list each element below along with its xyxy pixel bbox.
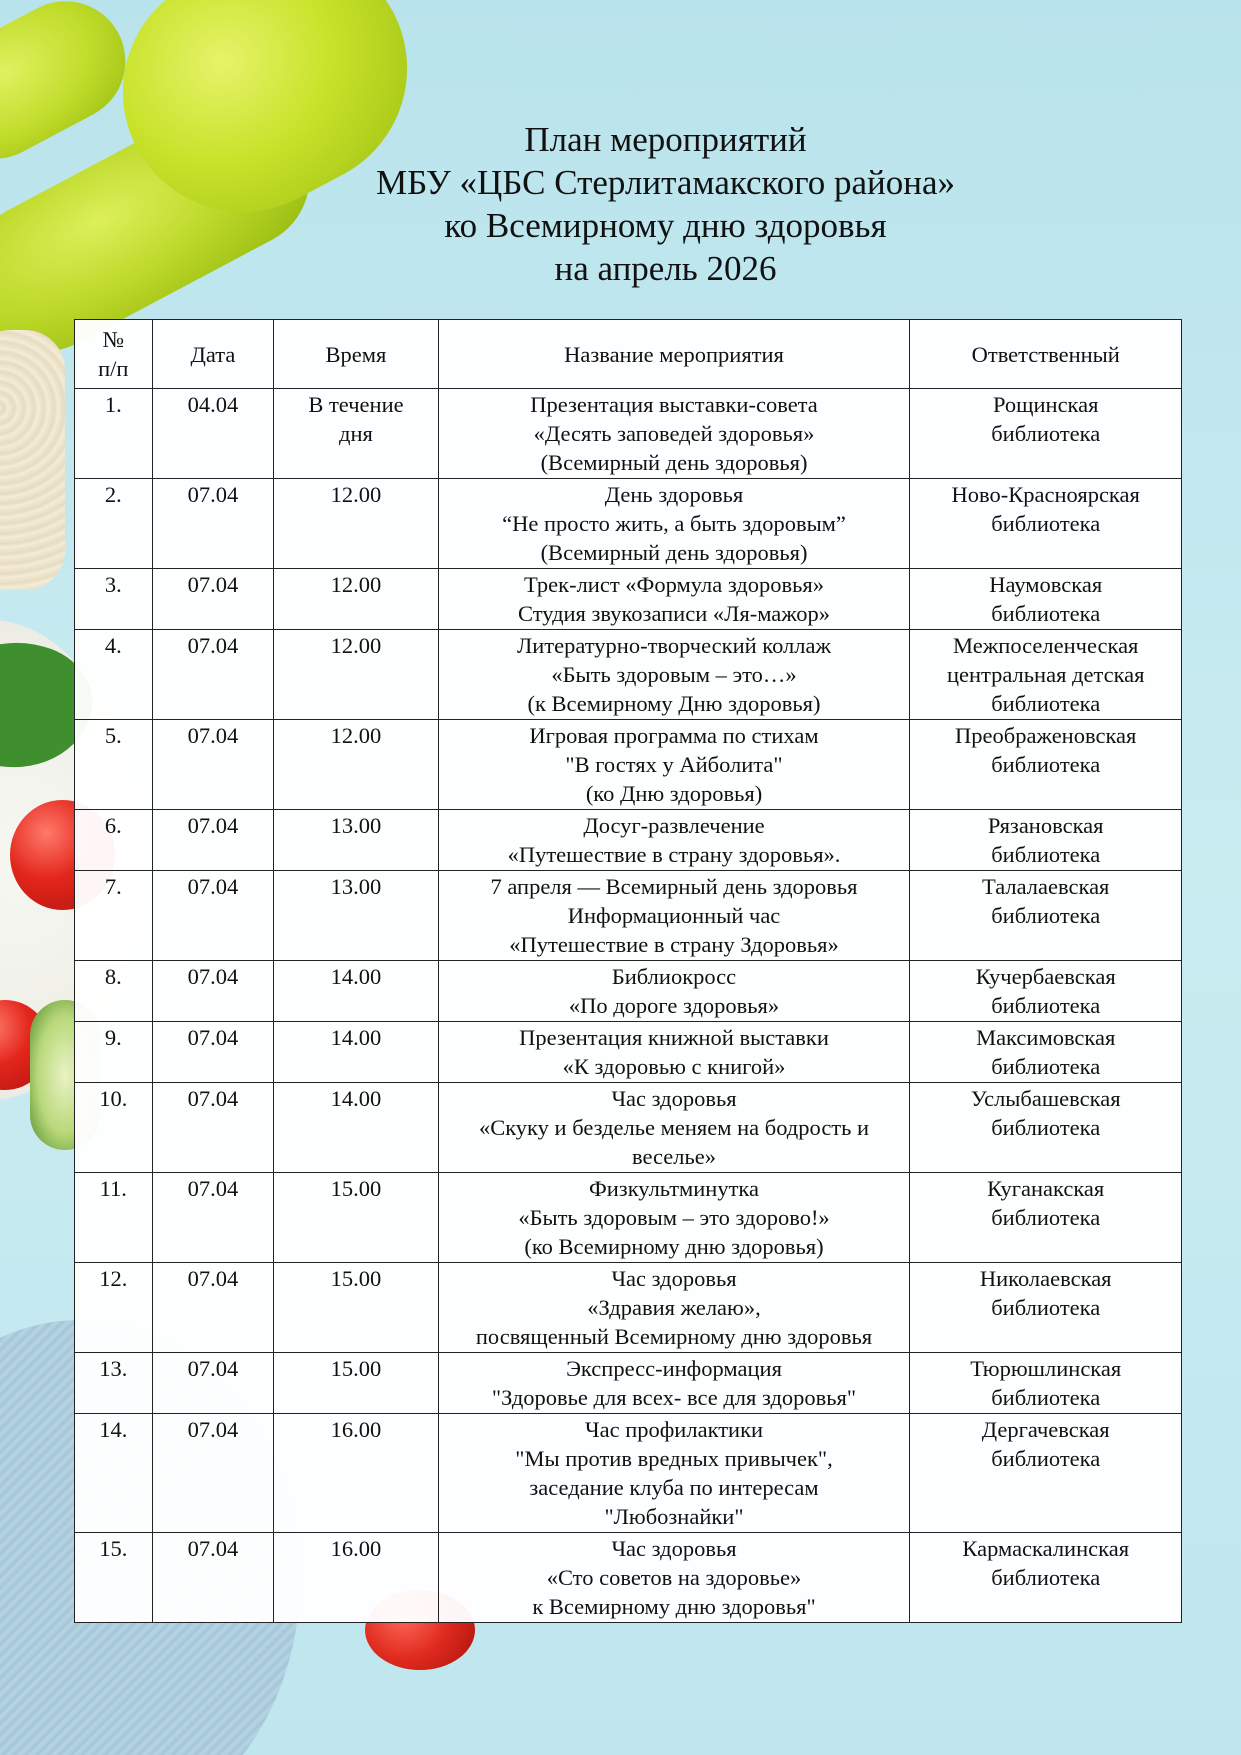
cell-date: 07.04 [152,1173,274,1263]
cell-time: 15.00 [274,1353,438,1414]
cell-event-name: Литературно-творческий коллаж «Быть здоровым – это…» (к Всемирному Дню здоровья) [438,630,910,720]
table-row [75,1533,1182,1623]
header-number: № п/п [75,320,153,389]
cell-number: 10. [75,1083,153,1173]
cell-time: 15.00 [274,1173,438,1263]
cell-time: 12.00 [274,630,438,720]
cell-event-name: 7 апреля — Всемирный день здоровья Информационный час «Путешествие в страну Здоровья» [438,871,910,961]
cell-event-name: Библиокросс «По дороге здоровья» [438,961,910,1022]
header-date: Дата [152,320,274,389]
cell-number: 14. [75,1414,153,1533]
cell-time: 13.00 [274,871,438,961]
table-row [75,630,1182,720]
cell-responsible: Ново-Красноярская библиотека [910,479,1182,569]
cell-number: 7. [75,871,153,961]
table-row [75,1083,1182,1173]
table-row [75,569,1182,630]
cell-date: 07.04 [152,630,274,720]
cell-time: 14.00 [274,1083,438,1173]
cell-number: 5. [75,720,153,810]
cell-date: 07.04 [152,1533,274,1623]
cell-time: 14.00 [274,961,438,1022]
cell-number: 15. [75,1533,153,1623]
cell-number: 3. [75,569,153,630]
cell-event-name: День здоровья “Не просто жить, а быть здоровым” (Всемирный день здоровья) [438,479,910,569]
cell-date: 07.04 [152,1353,274,1414]
cell-responsible: Тюрюшлинская библиотека [910,1353,1182,1414]
cell-event-name: Физкультминутка «Быть здоровым – это здорово!» (ко Всемирному дню здоровья) [438,1173,910,1263]
events-table [74,319,1182,1623]
cell-responsible: Куганакская библиотека [910,1173,1182,1263]
cell-date: 07.04 [152,720,274,810]
cell-event-name: Час здоровья «Сто советов на здоровье» к Всемирному дню здоровья" [438,1533,910,1623]
table-row [75,961,1182,1022]
cell-event-name: Игровая программа по стихам "В гостях у Айболита" (ко Дню здоровья) [438,720,910,810]
title-line: План мероприятий [524,120,807,159]
cell-date: 07.04 [152,1022,274,1083]
cell-responsible: Преображеновская библиотека [910,720,1182,810]
cell-event-name: Экспресс-информация "Здоровье для всех- все для здоровья" [438,1353,910,1414]
cell-number: 2. [75,479,153,569]
table-row [75,389,1182,479]
cell-event-name: Час здоровья «Скуку и безделье меняем на бодрость и веселье» [438,1083,910,1173]
cell-responsible: Максимовская библиотека [910,1022,1182,1083]
table-row [75,1263,1182,1353]
cell-event-name: Час профилактики "Мы против вредных привычек", заседание клуба по интересам "Любознайки" [438,1414,910,1533]
cell-time: В течение дня [274,389,438,479]
page-title [0,118,1241,290]
cell-responsible: Талалаевская библиотека [910,871,1182,961]
cell-number: 9. [75,1022,153,1083]
cell-date: 07.04 [152,1083,274,1173]
cell-responsible: Наумовская библиотека [910,569,1182,630]
cell-date: 07.04 [152,479,274,569]
cell-number: 13. [75,1353,153,1414]
header-responsible: Ответственный [910,320,1182,389]
header-event-name: Название мероприятия [438,320,910,389]
cell-time: 16.00 [274,1414,438,1533]
cell-number: 11. [75,1173,153,1263]
cell-responsible: Услыбашевская библиотека [910,1083,1182,1173]
cell-date: 04.04 [152,389,274,479]
cell-responsible: Кармаскалинская библиотека [910,1533,1182,1623]
cell-responsible: Кучербаевская библиотека [910,961,1182,1022]
cell-number: 8. [75,961,153,1022]
cell-date: 07.04 [152,569,274,630]
cell-event-name: Досуг-развлечение «Путешествие в страну здоровья». [438,810,910,871]
cell-time: 16.00 [274,1533,438,1623]
title-line: ко Всемирному дню здоровья [444,206,887,245]
cell-responsible: Рощинская библиотека [910,389,1182,479]
cell-responsible: Рязановская библиотека [910,810,1182,871]
cell-date: 07.04 [152,1414,274,1533]
cell-event-name: Презентация книжной выставки «К здоровью с книгой» [438,1022,910,1083]
cell-event-name: Трек-лист «Формула здоровья» Студия звукозаписи «Ля-мажор» [438,569,910,630]
table-row [75,479,1182,569]
table-row [75,720,1182,810]
rice-cracker-decoration [0,330,65,590]
table-row [75,1173,1182,1263]
cell-responsible: Дергачевская библиотека [910,1414,1182,1533]
table-header-row [75,320,1182,389]
cell-time: 12.00 [274,479,438,569]
cell-time: 12.00 [274,720,438,810]
title-line: на апрель 2026 [554,249,777,288]
cell-date: 07.04 [152,961,274,1022]
cell-event-name: Презентация выставки-совета «Десять заповедей здоровья» (Всемирный день здоровья) [438,389,910,479]
cell-time: 14.00 [274,1022,438,1083]
table-row [75,1414,1182,1533]
cell-date: 07.04 [152,810,274,871]
cell-responsible: Николаевская библиотека [910,1263,1182,1353]
cell-date: 07.04 [152,1263,274,1353]
cell-time: 12.00 [274,569,438,630]
cell-responsible: Межпоселенческая центральная детская библиотека [910,630,1182,720]
table-row [75,1022,1182,1083]
cell-number: 4. [75,630,153,720]
cell-event-name: Час здоровья «Здравия желаю», посвященный Всемирному дню здоровья [438,1263,910,1353]
table-row [75,810,1182,871]
cell-date: 07.04 [152,871,274,961]
title-line: МБУ «ЦБС Стерлитамакского района» [375,163,956,202]
cell-time: 15.00 [274,1263,438,1353]
header-time: Время [274,320,438,389]
cell-number: 1. [75,389,153,479]
cell-number: 12. [75,1263,153,1353]
table-row [75,1353,1182,1414]
cell-time: 13.00 [274,810,438,871]
cell-number: 6. [75,810,153,871]
table-row [75,871,1182,961]
